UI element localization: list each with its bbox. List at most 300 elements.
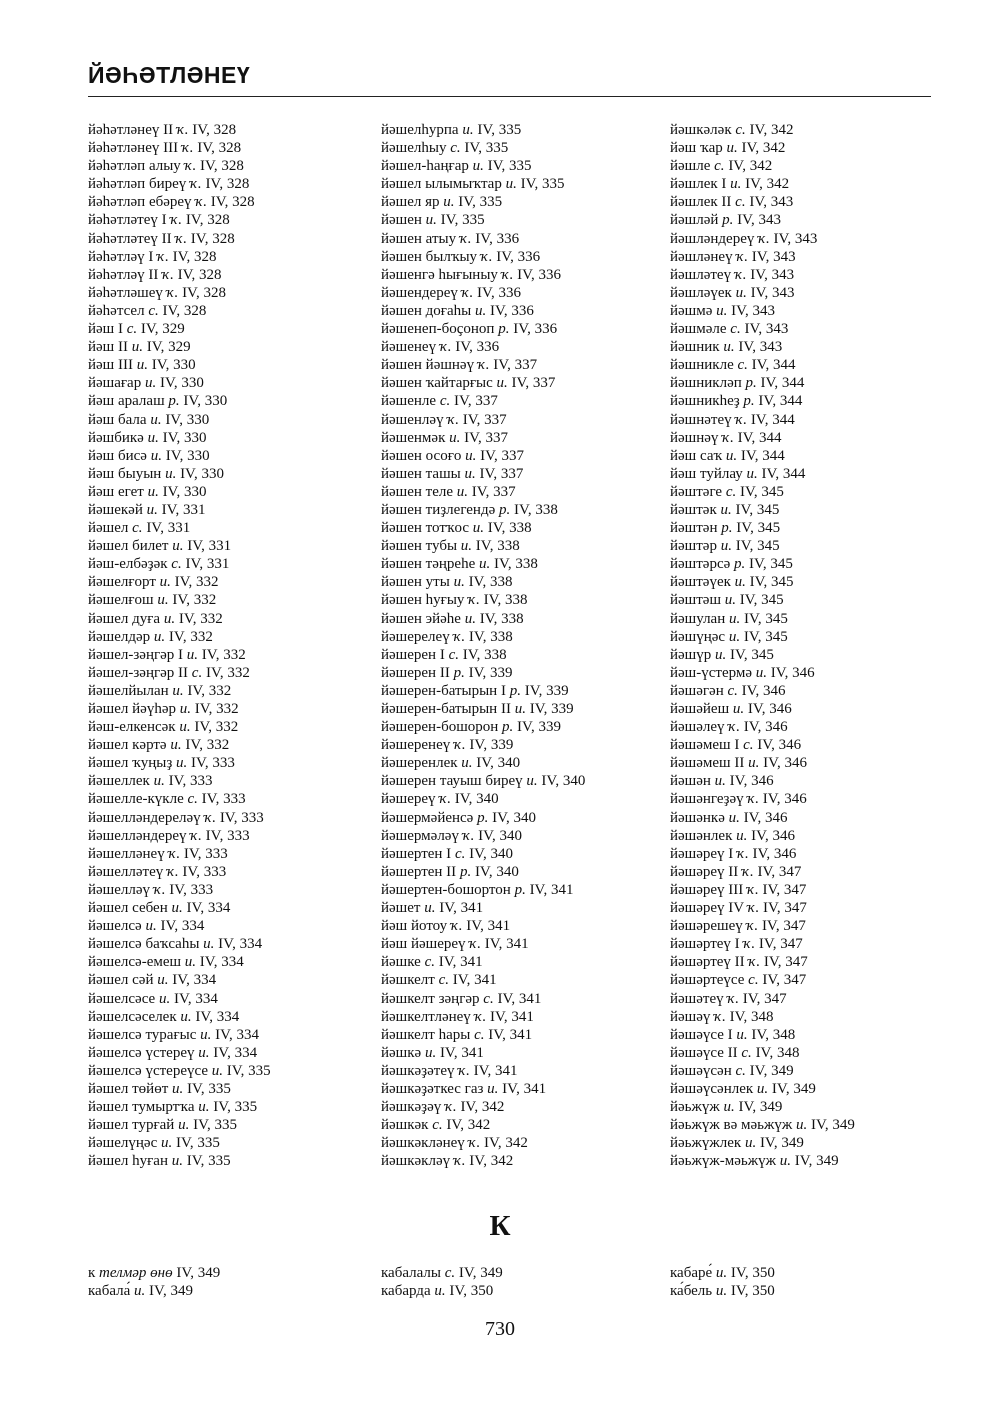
index-entry bbox=[381, 845, 671, 863]
volume-page-reference: IV, 338 bbox=[483, 592, 528, 609]
index-column-2 bbox=[381, 121, 671, 1170]
index-entry bbox=[670, 809, 960, 827]
headword: йәш-елкенсәк bbox=[88, 719, 176, 736]
volume-page-reference: IV, 334 bbox=[199, 954, 244, 971]
headword: йәшертен II bbox=[381, 863, 457, 880]
index-entry bbox=[88, 736, 378, 754]
index-entry bbox=[670, 1264, 960, 1282]
part-of-speech: и. bbox=[496, 375, 508, 392]
index-entry bbox=[670, 628, 960, 646]
part-of-speech: и. bbox=[176, 755, 188, 772]
volume-page-reference: IV, 336 bbox=[475, 230, 520, 247]
part-of-speech: ҡ. bbox=[454, 737, 466, 754]
part-of-speech: и. bbox=[158, 990, 171, 1007]
part-of-speech: и. bbox=[453, 574, 465, 591]
headword: йәшелсә үстереүсе bbox=[88, 1062, 208, 1079]
volume-page-reference: IV, 346 bbox=[743, 809, 788, 826]
headword: йәьжүж-мәьжүж bbox=[670, 1153, 776, 1170]
volume-page-reference: IV, 335 bbox=[213, 1099, 258, 1116]
headword: йәштәк bbox=[670, 501, 717, 518]
index-entry bbox=[381, 863, 671, 881]
part-of-speech: ҡ. bbox=[501, 266, 514, 283]
headword: йәшәреү II bbox=[670, 863, 739, 880]
index-entry bbox=[670, 1152, 960, 1170]
headword: йәшәлеү bbox=[670, 719, 725, 736]
volume-page-reference: IV, 344 bbox=[760, 375, 805, 392]
part-of-speech: ҡ. bbox=[722, 429, 734, 446]
index-entry bbox=[88, 610, 378, 628]
index-entry bbox=[381, 392, 671, 410]
index-entry bbox=[381, 483, 671, 501]
headword: йәшен осоғо bbox=[381, 447, 462, 464]
part-of-speech: ҡ. bbox=[453, 628, 466, 645]
part-of-speech: и. bbox=[159, 574, 171, 591]
volume-page-reference: IV, 336 bbox=[517, 266, 561, 283]
part-of-speech: с. bbox=[432, 1117, 443, 1134]
part-of-speech: ҡ. bbox=[727, 990, 740, 1007]
index-entry bbox=[381, 682, 671, 700]
volume-page-reference: IV, 342 bbox=[728, 158, 773, 175]
headword: йәшникһеҙ bbox=[670, 393, 740, 410]
part-of-speech: и. bbox=[147, 483, 159, 500]
headword: йәшен тиҙлегендә bbox=[381, 501, 496, 518]
headword: йәшел ҡуңыҙ bbox=[88, 755, 173, 772]
part-of-speech: и. bbox=[186, 646, 199, 663]
volume-page-reference: IV, 334 bbox=[160, 918, 205, 935]
volume-page-reference: IV, 334 bbox=[173, 990, 218, 1007]
volume-page-reference: IV, 334 bbox=[186, 900, 231, 917]
part-of-speech: и. bbox=[464, 465, 476, 482]
index-entry bbox=[381, 447, 671, 465]
headword: йәһәтләп ебәреү bbox=[88, 194, 192, 211]
part-of-speech: ҡ. bbox=[474, 1008, 487, 1025]
index-entry bbox=[88, 664, 378, 682]
volume-page-reference: IV, 346 bbox=[729, 773, 774, 790]
part-of-speech: р. bbox=[499, 501, 511, 518]
part-of-speech: и. bbox=[746, 465, 758, 482]
index-entry bbox=[670, 284, 960, 302]
volume-page-reference: IV, 339 bbox=[517, 719, 561, 736]
volume-page-reference: IV, 344 bbox=[751, 357, 796, 374]
part-of-speech: р. bbox=[459, 863, 472, 880]
headword: йәшертен I bbox=[381, 845, 452, 862]
headword: йәшкәҙәтеү bbox=[381, 1062, 455, 1079]
part-of-speech: и. bbox=[729, 610, 741, 627]
headword: йәшләндереү bbox=[670, 230, 755, 247]
volume-page-reference: IV, 347 bbox=[762, 972, 807, 989]
headword: йәшнәтеү bbox=[670, 411, 732, 428]
part-of-speech: с. bbox=[187, 791, 198, 808]
index-entry bbox=[381, 917, 671, 935]
headword: йәшелсәсе bbox=[88, 990, 156, 1007]
volume-page-reference: IV, 346 bbox=[747, 701, 792, 717]
headword: йәһәтләү II bbox=[88, 266, 159, 283]
index-entry bbox=[88, 483, 378, 501]
index-entry bbox=[88, 519, 378, 537]
part-of-speech: и. bbox=[735, 284, 747, 301]
index-entry bbox=[670, 465, 960, 483]
volume-page-reference: IV, 341 bbox=[502, 1080, 547, 1097]
index-entry bbox=[381, 248, 671, 266]
headword: йәшкәҙәткес газ bbox=[381, 1080, 484, 1097]
headword: к bbox=[88, 1265, 96, 1281]
volume-page-reference: IV, 332 bbox=[178, 610, 223, 627]
volume-page-reference: IV, 335 bbox=[440, 212, 485, 229]
part-of-speech: ҡ. bbox=[461, 284, 474, 301]
headword: йәшәреү III bbox=[670, 881, 744, 898]
part-of-speech: и. bbox=[171, 1153, 183, 1170]
volume-page-reference: IV, 349 bbox=[810, 1117, 855, 1134]
part-of-speech: с. bbox=[737, 357, 748, 374]
section-column-3 bbox=[670, 1264, 960, 1300]
volume-page-reference: IV, 334 bbox=[218, 936, 263, 953]
part-of-speech: и. bbox=[157, 592, 169, 609]
volume-page-reference: IV, 331 bbox=[187, 538, 232, 555]
volume-page-reference: IV, 329 bbox=[140, 321, 185, 338]
index-entry bbox=[88, 935, 378, 953]
volume-page-reference: IV, 346 bbox=[743, 719, 788, 736]
volume-page-reference: IV, 336 bbox=[513, 321, 558, 338]
volume-page-reference: IV, 328 bbox=[192, 122, 237, 138]
part-of-speech: ҡ. bbox=[469, 936, 481, 953]
index-entry bbox=[88, 718, 378, 736]
volume-page-reference: IV, 328 bbox=[190, 230, 235, 247]
volume-page-reference: IV, 328 bbox=[205, 176, 250, 193]
volume-page-reference: IV, 332 bbox=[187, 682, 232, 699]
index-entry bbox=[88, 899, 378, 917]
headword: йәшермәйенсә bbox=[381, 809, 474, 826]
index-entry bbox=[88, 1008, 378, 1026]
part-of-speech: ҡ. bbox=[176, 122, 189, 138]
part-of-speech: и. bbox=[720, 538, 732, 555]
headword: йәшертен-бошортон bbox=[381, 881, 511, 898]
volume-page-reference: IV, 343 bbox=[749, 194, 794, 211]
part-of-speech: и. bbox=[464, 610, 476, 627]
headword: йәш-елбәҙәк bbox=[88, 556, 168, 573]
index-entry bbox=[381, 501, 671, 519]
part-of-speech: и. bbox=[200, 1026, 212, 1043]
headword: йәшел һуған bbox=[88, 1153, 168, 1170]
headword: йәшкелт һары bbox=[381, 1026, 471, 1043]
headword: йәшеренеү bbox=[381, 737, 451, 754]
index-entry bbox=[381, 953, 671, 971]
volume-page-reference: IV, 340 bbox=[469, 845, 514, 862]
volume-page-reference: IV, 337 bbox=[454, 393, 498, 410]
index-entry bbox=[670, 1098, 960, 1116]
headword: йәшкелтләнеү bbox=[381, 1008, 471, 1025]
headword: йәшәртеү I bbox=[670, 936, 740, 953]
headword: йәшерен-бошорон bbox=[381, 719, 499, 736]
part-of-speech: с. bbox=[438, 972, 450, 989]
volume-page-reference: IV, 349 bbox=[749, 1062, 794, 1079]
volume-page-reference: IV, 333 bbox=[168, 773, 213, 790]
index-entry bbox=[381, 1282, 671, 1300]
index-entry bbox=[670, 211, 960, 229]
volume-page-reference: IV, 338 bbox=[468, 574, 513, 591]
part-of-speech: ҡ. bbox=[170, 212, 183, 229]
headword: йәшенләү bbox=[381, 411, 444, 428]
part-of-speech: и. bbox=[203, 936, 215, 953]
headword: йәшен тотҡос bbox=[381, 520, 470, 537]
index-entry bbox=[88, 193, 378, 211]
volume-page-reference: IV, 333 bbox=[183, 845, 228, 862]
part-of-speech: ҡ. bbox=[462, 827, 475, 844]
volume-page-reference: IV, 341 bbox=[484, 936, 529, 953]
volume-page-reference: IV, 346 bbox=[762, 791, 807, 808]
part-of-speech: и. bbox=[728, 809, 740, 826]
headword: йәшенмәк bbox=[381, 429, 446, 446]
volume-page-reference: IV, 350 bbox=[730, 1265, 775, 1281]
index-entry bbox=[381, 646, 671, 664]
part-of-speech: ҡ. bbox=[468, 1135, 481, 1152]
volume-page-reference: IV, 348 bbox=[729, 1008, 774, 1025]
headword: йәш йотоу bbox=[381, 918, 448, 935]
volume-page-reference: IV, 333 bbox=[191, 755, 235, 772]
part-of-speech: ҡ. bbox=[439, 339, 452, 356]
headword: йәш аралаш bbox=[88, 393, 165, 410]
volume-page-reference: IV, 347 bbox=[761, 918, 806, 935]
headword: йәшле bbox=[670, 158, 711, 175]
index-entry bbox=[381, 772, 671, 790]
volume-page-reference: IV, 335 bbox=[226, 1062, 271, 1079]
headword: йәшәгән bbox=[670, 682, 724, 699]
volume-page-reference: IV, 338 bbox=[479, 610, 524, 627]
headword: кабалалы bbox=[381, 1265, 441, 1281]
volume-page-reference: IV, 346 bbox=[770, 664, 815, 681]
volume-page-reference: IV, 344 bbox=[740, 447, 785, 464]
index-entry bbox=[88, 1116, 378, 1134]
headword: йәшелле-күкле bbox=[88, 791, 184, 808]
part-of-speech: с. bbox=[730, 321, 741, 338]
part-of-speech: с. bbox=[727, 682, 738, 699]
part-of-speech: и. bbox=[505, 176, 517, 193]
volume-page-reference: IV, 335 bbox=[487, 158, 532, 175]
headword: йәшке bbox=[381, 954, 421, 971]
headword: йәшкелт bbox=[381, 972, 435, 989]
volume-page-reference: IV, 340 bbox=[476, 755, 521, 772]
index-entry bbox=[670, 139, 960, 157]
index-entry bbox=[381, 1134, 671, 1152]
part-of-speech: и. bbox=[795, 1117, 808, 1134]
part-of-speech: ҡ. bbox=[204, 809, 217, 826]
headword: йәшелләндереү bbox=[88, 827, 187, 844]
headword: йәшен уты bbox=[381, 574, 450, 591]
index-entry bbox=[670, 718, 960, 736]
volume-page-reference: IV, 330 bbox=[165, 447, 210, 464]
part-of-speech: ҡ. bbox=[748, 954, 761, 971]
index-entry bbox=[381, 1026, 671, 1044]
index-entry bbox=[88, 537, 378, 555]
volume-page-reference: IV, 331 bbox=[185, 556, 230, 573]
volume-page-reference: IV, 332 bbox=[185, 737, 230, 754]
part-of-speech: с. bbox=[148, 302, 159, 319]
index-entry bbox=[88, 1044, 378, 1062]
headword: йәшен bbox=[381, 212, 422, 229]
index-entry bbox=[88, 338, 378, 356]
part-of-speech: и. bbox=[425, 212, 437, 229]
part-of-speech: и. bbox=[726, 140, 738, 157]
headword: йәһәтләтеү II bbox=[88, 230, 172, 247]
volume-page-reference: IV, 328 bbox=[162, 302, 207, 319]
headword: йәшәмеш I bbox=[670, 737, 740, 754]
running-head: ЙӘҺӘТЛӘНЕҮ bbox=[88, 62, 251, 88]
volume-page-reference: IV, 336 bbox=[455, 339, 500, 356]
index-entry bbox=[670, 121, 960, 139]
part-of-speech: ҡ. bbox=[195, 194, 207, 211]
headword: йәшкәкләнеү bbox=[381, 1135, 465, 1152]
index-entry bbox=[381, 230, 671, 248]
volume-page-reference: IV, 341 bbox=[438, 954, 483, 971]
index-entry bbox=[381, 809, 671, 827]
volume-page-reference: IV, 336 bbox=[489, 302, 534, 319]
part-of-speech: и. bbox=[724, 592, 736, 609]
index-entry bbox=[670, 1282, 960, 1300]
index-entry bbox=[381, 465, 671, 483]
volume-page-reference: IV, 341 bbox=[466, 918, 511, 935]
index-entry bbox=[88, 628, 378, 646]
index-entry bbox=[670, 1116, 960, 1134]
headword: йәшник bbox=[670, 339, 720, 356]
headword: йәшкелт зәңгәр bbox=[381, 990, 480, 1007]
headword: йәшбикә bbox=[88, 429, 144, 446]
index-entry bbox=[381, 899, 671, 917]
volume-page-reference: IV, 330 bbox=[183, 393, 228, 410]
part-of-speech: и. bbox=[134, 1283, 146, 1300]
volume-page-reference: IV, 350 bbox=[730, 1283, 775, 1300]
headword: йәшен ташы bbox=[381, 465, 461, 482]
volume-page-reference: IV, 328 bbox=[210, 194, 255, 211]
headword: йәшенеү bbox=[381, 339, 437, 356]
headword: йәшән bbox=[670, 773, 711, 790]
index-entry bbox=[88, 211, 378, 229]
volume-page-reference: IV, 346 bbox=[751, 827, 796, 844]
volume-page-reference: IV, 343 bbox=[751, 248, 796, 265]
index-entry bbox=[381, 284, 671, 302]
headword: йәшәнкә bbox=[670, 809, 725, 826]
volume-page-reference: IV, 330 bbox=[159, 375, 204, 392]
index-entry bbox=[670, 1134, 960, 1152]
volume-page-reference: IV, 342 bbox=[741, 140, 786, 157]
part-of-speech: р. bbox=[745, 375, 757, 392]
volume-page-reference: IV, 345 bbox=[739, 592, 784, 609]
part-of-speech: с. bbox=[450, 140, 461, 157]
part-of-speech: и. bbox=[716, 302, 728, 319]
volume-page-reference: IV, 328 bbox=[185, 212, 230, 229]
index-entry bbox=[88, 1282, 378, 1300]
part-of-speech: и. bbox=[434, 1283, 446, 1300]
index-entry bbox=[88, 917, 378, 935]
part-of-speech: и. bbox=[178, 1117, 190, 1134]
index-entry bbox=[381, 664, 671, 682]
index-entry bbox=[88, 827, 378, 845]
headword: кабаре́ bbox=[670, 1265, 713, 1281]
headword: йәш-үстермә bbox=[670, 664, 753, 681]
index-entry bbox=[670, 971, 960, 989]
index-entry bbox=[381, 211, 671, 229]
volume-page-reference: IV, 335 bbox=[464, 140, 509, 157]
part-of-speech: р. bbox=[722, 212, 734, 229]
headword: йәшел йәүһәр bbox=[88, 701, 176, 717]
headword: йәшен былҡыу bbox=[381, 248, 478, 265]
headword: йәш егет bbox=[88, 483, 144, 500]
index-entry bbox=[381, 157, 671, 175]
part-of-speech: ҡ. bbox=[181, 140, 194, 157]
headword: йәшерен-батырын II bbox=[381, 701, 511, 717]
index-entry bbox=[88, 790, 378, 808]
index-entry bbox=[88, 465, 378, 483]
part-of-speech: с. bbox=[439, 393, 451, 410]
headword: йәшел себен bbox=[88, 900, 168, 917]
volume-page-reference: IV, 336 bbox=[477, 284, 521, 301]
headword: йәшелсәселек bbox=[88, 1008, 177, 1025]
headword: йәшеренлек bbox=[381, 755, 458, 772]
part-of-speech: ҡ. bbox=[439, 791, 451, 808]
part-of-speech: и. bbox=[714, 773, 726, 790]
index-entry bbox=[381, 1152, 671, 1170]
part-of-speech: с. bbox=[735, 122, 746, 138]
index-entry bbox=[381, 700, 671, 718]
headword: йәштәге bbox=[670, 483, 723, 500]
volume-page-reference: IV, 334 bbox=[195, 1008, 240, 1025]
index-entry bbox=[381, 411, 671, 429]
part-of-speech: и. bbox=[478, 556, 491, 573]
part-of-speech: р. bbox=[509, 682, 521, 699]
headword: йәшел сәй bbox=[88, 972, 154, 989]
part-of-speech: ҡ. bbox=[734, 266, 747, 283]
volume-page-reference: IV, 329 bbox=[146, 339, 191, 356]
index-entry bbox=[381, 1044, 671, 1062]
volume-page-reference: IV, 332 bbox=[168, 628, 213, 645]
volume-page-reference: IV, 334 bbox=[213, 1044, 258, 1061]
volume-page-reference: IV, 343 bbox=[773, 230, 818, 247]
headword: йәшендереү bbox=[381, 284, 458, 301]
index-entry bbox=[88, 971, 378, 989]
index-entry bbox=[670, 266, 960, 284]
index-column-1 bbox=[88, 121, 378, 1170]
volume-page-reference: IV, 341 bbox=[497, 990, 542, 1007]
headword: йәшелйылан bbox=[88, 682, 169, 699]
headword: йәш ҡар bbox=[670, 140, 723, 157]
volume-page-reference: IV, 348 bbox=[751, 1026, 796, 1043]
index-entry bbox=[381, 338, 671, 356]
volume-page-reference: IV, 332 bbox=[205, 664, 250, 681]
index-entry bbox=[381, 718, 671, 736]
index-entry bbox=[670, 953, 960, 971]
headword: йәшүр bbox=[670, 646, 712, 663]
headword: йәш быуын bbox=[88, 465, 162, 482]
volume-page-reference: IV, 340 bbox=[541, 773, 586, 790]
headword: йәшел билет bbox=[88, 538, 169, 555]
volume-page-reference: IV, 328 bbox=[172, 248, 217, 265]
index-entry bbox=[670, 537, 960, 555]
part-of-speech: и. bbox=[172, 1080, 184, 1097]
part-of-speech: и. bbox=[172, 682, 184, 699]
index-entry bbox=[381, 519, 671, 537]
volume-page-reference: IV, 344 bbox=[761, 465, 806, 482]
headword: йәштәрсә bbox=[670, 556, 731, 573]
index-entry bbox=[381, 935, 671, 953]
index-entry bbox=[670, 483, 960, 501]
index-entry bbox=[381, 790, 671, 808]
volume-page-reference: IV, 346 bbox=[741, 682, 786, 699]
headword: йәьжүж bbox=[670, 1099, 720, 1116]
headword: йәшерен-батырын I bbox=[381, 682, 506, 699]
volume-page-reference: IV, 345 bbox=[735, 538, 780, 555]
headword: кабарда bbox=[381, 1283, 431, 1300]
index-entry bbox=[381, 121, 671, 139]
index-entry bbox=[670, 302, 960, 320]
part-of-speech: ҡ. bbox=[728, 719, 740, 736]
